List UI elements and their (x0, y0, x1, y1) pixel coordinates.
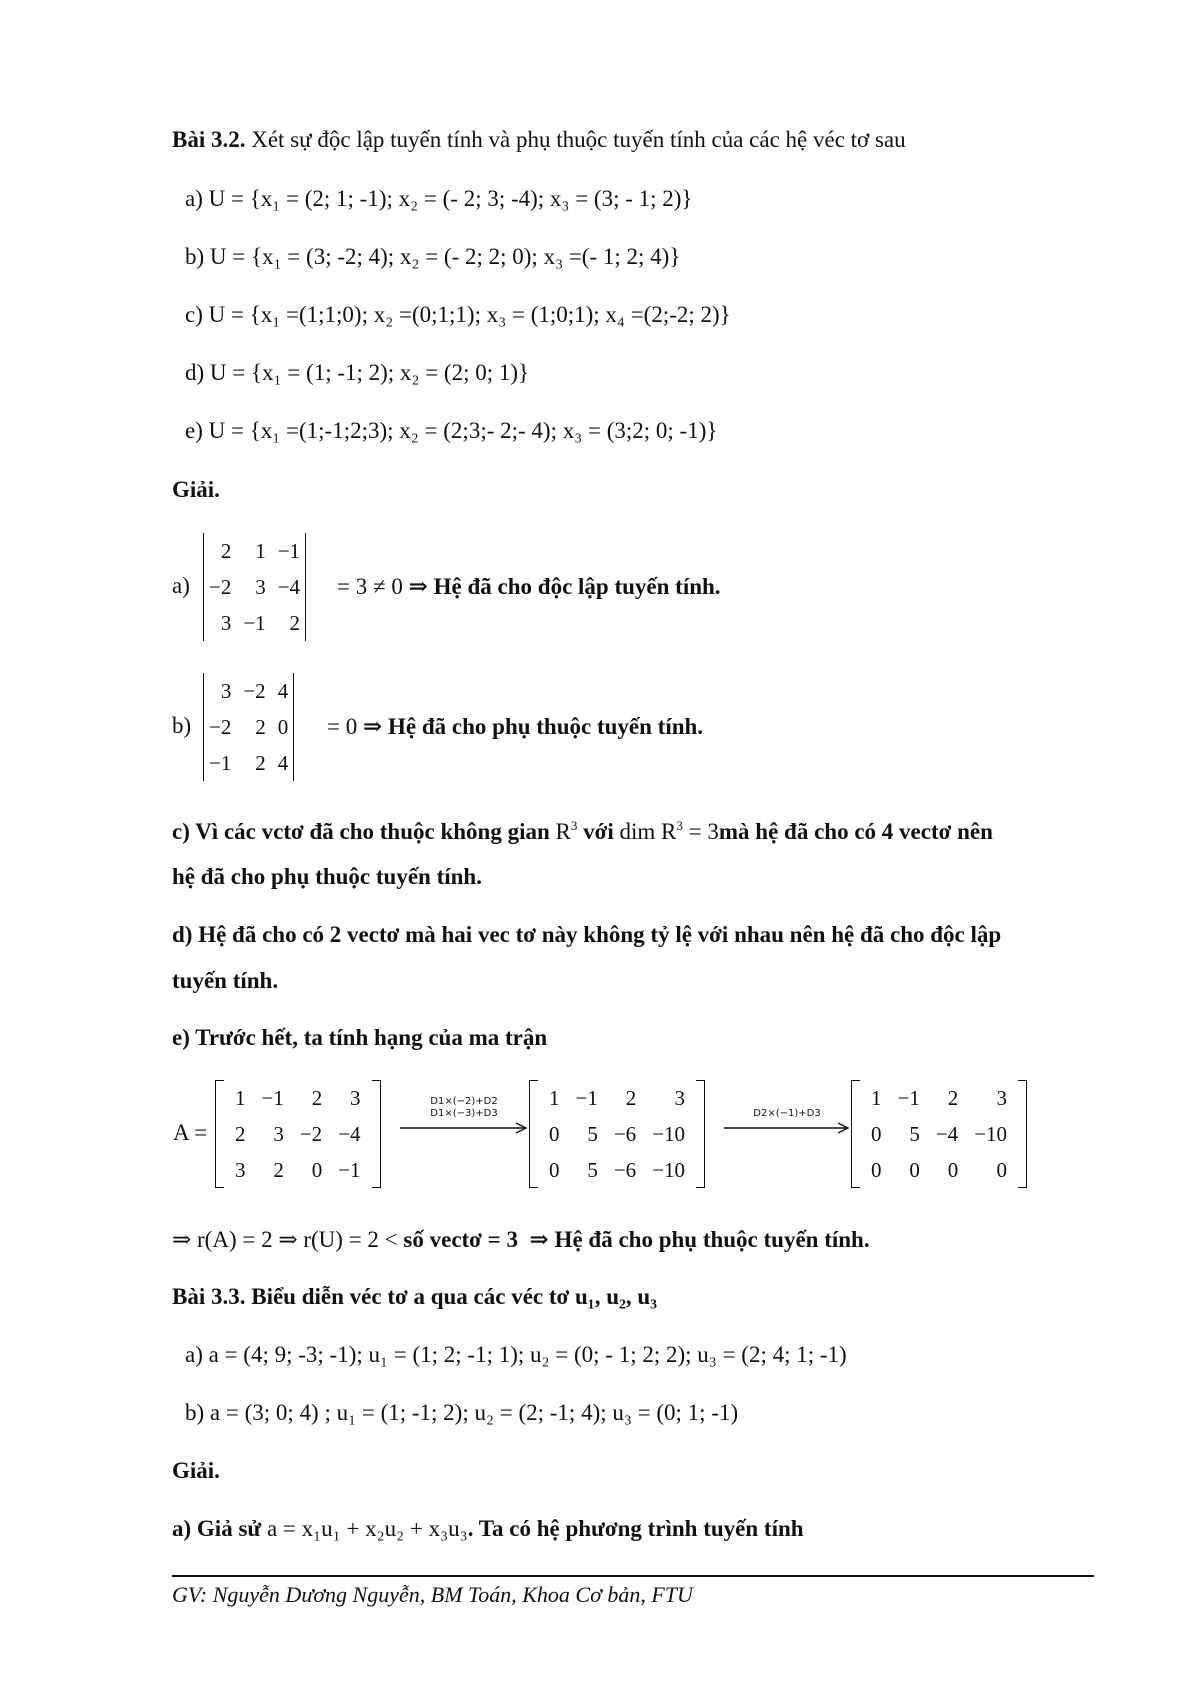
item-vectors: U = {x₁ = (1; -1; 2); x₂ = (2; 0; 1)} (209, 360, 530, 385)
item-label: e) (185, 418, 203, 443)
matrix-cell: 0 (871, 1121, 882, 1146)
det-cell: 2 (289, 610, 301, 635)
ex32-item-e (185, 418, 717, 444)
matrix-cell: 5 (587, 1157, 598, 1182)
arrow-1-top-label: D1×(−2)+D2 (430, 1096, 498, 1107)
matrix-cell: 3 (235, 1157, 246, 1182)
matrix-cell: 2 (311, 1085, 323, 1110)
matrix-a (215, 1080, 381, 1188)
matrix-cell: 0 (311, 1157, 323, 1182)
ex33-item-a (185, 1342, 847, 1368)
part-d-line-1: d) Hệ đã cho có 2 vectơ mà hai vec tơ này không tỷ lệ với nhau nên hệ đã cho độc lập (172, 922, 1002, 947)
det-cell: 4 (277, 750, 289, 775)
det-b-conclusion: ⇒ Hệ đã cho phụ thuộc tuyến tính. (362, 714, 704, 739)
part-e-intro: e) Trước hết, ta tính hạng của ma trận (172, 1025, 548, 1050)
item-label: a) (185, 186, 203, 211)
det-a-label: a) (172, 573, 190, 598)
det-cell: 3 (220, 610, 232, 635)
matrix-cell: 2 (947, 1085, 959, 1110)
det-cell: −1 (243, 610, 266, 635)
det-cell: −1 (277, 538, 301, 563)
part-a-equation: a = x₁u₁ + x₂u₂ + x₃u₃ (266, 1516, 468, 1541)
matrix-cell: −1 (575, 1085, 598, 1110)
det-cell: −1 (209, 750, 232, 775)
item-label: a) (185, 1342, 203, 1367)
item-vectors: U = {x₁ = (3; -2; 4); x₂ = (- 2; 2; 0); x₃ =(- 1; 2; 4)} (209, 244, 681, 269)
matrix-cell: −10 (974, 1121, 1008, 1146)
det-cell: 3 (220, 678, 232, 703)
det-cell: 0 (277, 714, 289, 739)
matrix-cell: −4 (338, 1121, 361, 1146)
part-c-line-1 (172, 818, 993, 845)
exercise-3-2-prompt: Xét sự độc lập tuyến tính và phụ thuộc tuyến tính của các hệ véc tơ sau (251, 127, 906, 152)
part-c-text: c) Vì các vctơ đã cho thuộc không gian (172, 819, 550, 844)
det-cell: 2 (255, 750, 266, 775)
item-vectors: a = (3; 0; 4) ; u₁ = (1; -1; 2); u₂ = (2; -1; 4); u₃ = (0; 1; -1) (209, 1400, 739, 1425)
item-label: c) (185, 302, 203, 327)
matrix-cell: 5 (587, 1121, 598, 1146)
item-vectors: U = {x₁ =(1;-1;2;3); x₂ = (2;3;- 2;- 4); x₃ = (3;2; 0; -1)} (208, 418, 718, 443)
det-cell: 2 (255, 714, 266, 739)
det-cell: −2 (209, 714, 232, 739)
matrix-cell: 3 (674, 1085, 686, 1110)
ex32-item-d (185, 360, 529, 386)
row-op-arrow-1 (400, 1096, 528, 1144)
arrow-1-bottom-label: D1×(−3)+D3 (430, 1108, 498, 1119)
det-cell: −2 (243, 678, 266, 703)
matrix-cell: −1 (261, 1085, 284, 1110)
exercise-3-3-title: Bài 3.3. (172, 1284, 246, 1309)
space-symbol: $R^3$ (555, 818, 578, 844)
exercise-3-2-header (172, 127, 906, 153)
matrix-cell: 1 (549, 1085, 560, 1110)
ex32-item-a (185, 186, 692, 212)
item-label: d) (185, 360, 205, 385)
item-vectors: U = {x₁ =(1;1;0); x₂ =(0;1;1); x₃ = (1;0;1); x₄ =(2;-2; 2)} (208, 302, 731, 327)
part-a-tail: . Ta có hệ phương trình tuyến tính (467, 1516, 804, 1541)
matrix-cell: 1 (235, 1085, 246, 1110)
matrix-cell: 1 (871, 1085, 882, 1110)
matrix-cell: 0 (549, 1121, 560, 1146)
matrix-cell: 0 (909, 1157, 920, 1182)
det-a-result-line (337, 573, 721, 600)
item-vectors: U = {x₁ = (2; 1; -1); x₂ = (- 2; 3; -4); x₃ = (3; - 1; 2)} (208, 186, 693, 211)
matrix-cell: 3 (350, 1085, 361, 1110)
part-d-line-2: tuyến tính. (172, 968, 279, 993)
part-a-intro: a) Giả sử (172, 1516, 262, 1541)
matrix-cell: −4 (935, 1121, 959, 1146)
rank-conclusion: ⇒ Hệ đã cho phụ thuộc tuyến tính. (529, 1227, 870, 1252)
arrow-1-icon (400, 1122, 528, 1134)
matrix-a-label: A = (173, 1120, 208, 1145)
part-c-with: với (583, 819, 614, 844)
row-op-arrow-2 (724, 1108, 850, 1144)
exercise-3-3-header (172, 1284, 657, 1310)
matrix-cell: 0 (871, 1157, 882, 1182)
matrix-cell: −2 (299, 1121, 323, 1146)
ex32-item-c (185, 302, 731, 328)
determinant-b (203, 673, 294, 781)
det-cell: 2 (220, 538, 232, 563)
ex33-item-b (185, 1400, 738, 1426)
matrix-cell: 0 (947, 1157, 959, 1182)
exercise-3-2-title: Bài 3.2. (172, 127, 246, 152)
arrow-2-label: D2×(−1)+D3 (753, 1108, 821, 1119)
arrow-2-icon (724, 1122, 850, 1134)
det-a-result: = 3 ≠ 0 (337, 574, 403, 599)
matrix-c (851, 1080, 1027, 1188)
ex33-part-a-line (172, 1516, 804, 1542)
matrix-cell: −6 (613, 1157, 637, 1182)
item-vectors: a = (4; 9; -3; -1); u₁ = (1; 2; -1; 1); u₂ = (0; - 1; 2; 2); u₃ = (2; 4; 1; -1) (208, 1342, 847, 1367)
matrix-cell: 0 (549, 1157, 560, 1182)
matrix-cell: −1 (897, 1085, 920, 1110)
det-a-conclusion: ⇒ Hệ đã cho độc lập tuyến tính. (408, 574, 721, 599)
item-label: b) (185, 1400, 205, 1425)
matrix-cell: −10 (652, 1157, 686, 1182)
matrix-cell: 2 (625, 1085, 637, 1110)
matrix-b (529, 1080, 705, 1188)
footer-rule (172, 1575, 1094, 1577)
solution-heading-2: Giải. (172, 1458, 220, 1483)
vector-count: số vectơ = 3 (403, 1227, 519, 1252)
matrix-cell: 2 (235, 1121, 246, 1146)
matrix-cell: −1 (338, 1157, 361, 1182)
part-c-text-tail: mà hệ đã cho có 4 vectơ nên (718, 819, 993, 844)
matrix-cell: 3 (273, 1121, 284, 1146)
det-cell: −4 (277, 574, 301, 599)
matrix-cell: 0 (996, 1157, 1008, 1182)
det-cell: −2 (209, 574, 232, 599)
matrix-cell: 3 (996, 1085, 1008, 1110)
matrix-cell: −6 (613, 1121, 637, 1146)
det-b-result-line (327, 713, 703, 740)
part-c-line-2: hệ đã cho phụ thuộc tuyến tính. (172, 864, 482, 889)
det-b-result: = 0 (327, 714, 358, 739)
det-b-label: b) (172, 713, 192, 738)
matrix-cell: 2 (273, 1157, 284, 1182)
exercise-3-3-prompt: Biểu diễn véc tơ a qua các véc tơ u₁, u₂, u₃ (251, 1284, 658, 1309)
footer-text: GV: Nguyễn Dương Nguyễn, BM Toán, Khoa Cơ bản, FTU (172, 1582, 693, 1607)
rank-conclusion-line (172, 1226, 870, 1253)
det-cell: 1 (255, 538, 266, 563)
det-cell: 4 (277, 678, 289, 703)
rank-equation: ⇒ r(A) = 2 ⇒ r(U) = 2 (172, 1227, 379, 1252)
solution-heading: Giải. (172, 477, 220, 502)
determinant-a (203, 533, 306, 641)
less-than-sign: < (384, 1227, 398, 1252)
dim-expression: dim $R^3 = 3$ (619, 818, 719, 844)
det-cell: 3 (255, 574, 266, 599)
ex32-item-b (185, 244, 680, 270)
item-label: b) (185, 244, 205, 269)
matrix-cell: −10 (652, 1121, 686, 1146)
matrix-cell: 5 (909, 1121, 920, 1146)
